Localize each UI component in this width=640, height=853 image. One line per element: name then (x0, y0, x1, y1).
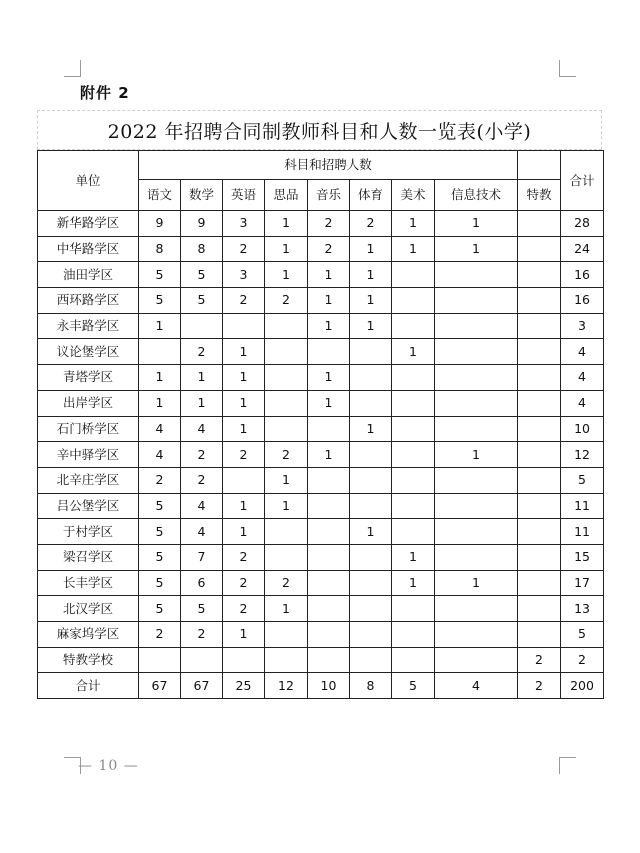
value-cell: 2 (223, 544, 265, 570)
unit-cell: 麻家坞学区 (38, 622, 139, 648)
value-cell (435, 622, 518, 648)
unit-cell: 北辛庄学区 (38, 467, 139, 493)
value-cell (308, 622, 350, 648)
value-cell (350, 493, 392, 519)
value-cell (308, 416, 350, 442)
value-cell: 12 (265, 673, 308, 699)
value-cell (308, 467, 350, 493)
value-cell: 1 (223, 365, 265, 391)
value-cell: 1 (223, 390, 265, 416)
value-cell (308, 493, 350, 519)
subject-header: 特教 (518, 180, 561, 211)
total-cell: 11 (561, 493, 604, 519)
unit-cell: 出岸学区 (38, 390, 139, 416)
recruitment-table (37, 150, 604, 699)
value-cell: 1 (308, 442, 350, 468)
page-number: — 10 — (78, 758, 139, 774)
value-cell (392, 390, 435, 416)
value-cell: 1 (223, 339, 265, 365)
unit-cell: 长丰学区 (38, 570, 139, 596)
value-cell (435, 647, 518, 673)
total-cell: 28 (561, 211, 604, 237)
value-cell (265, 647, 308, 673)
value-cell: 1 (308, 390, 350, 416)
value-cell: 4 (181, 493, 223, 519)
value-cell (265, 622, 308, 648)
value-cell: 4 (435, 673, 518, 699)
value-cell: 1 (435, 236, 518, 262)
value-cell (392, 416, 435, 442)
table-row (38, 596, 604, 622)
unit-cell: 新华路学区 (38, 211, 139, 237)
value-cell (223, 467, 265, 493)
value-cell: 67 (139, 673, 181, 699)
value-cell: 2 (181, 442, 223, 468)
unit-cell: 石门桥学区 (38, 416, 139, 442)
value-cell (308, 519, 350, 545)
value-cell: 1 (265, 493, 308, 519)
table-row (38, 313, 604, 339)
total-cell: 3 (561, 313, 604, 339)
value-cell (518, 262, 561, 288)
total-cell: 5 (561, 622, 604, 648)
value-cell (181, 647, 223, 673)
value-cell (518, 236, 561, 262)
value-cell (350, 622, 392, 648)
value-cell (265, 313, 308, 339)
value-cell (392, 519, 435, 545)
value-cell (139, 647, 181, 673)
value-cell: 2 (265, 570, 308, 596)
table-row (38, 467, 604, 493)
value-cell: 1 (265, 236, 308, 262)
value-cell: 10 (308, 673, 350, 699)
table-row (38, 622, 604, 648)
value-cell: 2 (308, 211, 350, 237)
total-cell: 2 (561, 647, 604, 673)
value-cell (392, 365, 435, 391)
subject-header: 体育 (350, 180, 392, 211)
value-cell: 1 (392, 211, 435, 237)
total-header: 合计 (561, 151, 604, 211)
subject-header: 思品 (265, 180, 308, 211)
value-cell (308, 544, 350, 570)
value-cell: 4 (139, 442, 181, 468)
unit-cell: 梁召学区 (38, 544, 139, 570)
value-cell: 1 (308, 262, 350, 288)
table-row (38, 544, 604, 570)
value-cell (518, 313, 561, 339)
value-cell: 2 (139, 467, 181, 493)
table-row (38, 493, 604, 519)
value-cell: 1 (181, 390, 223, 416)
value-cell: 2 (223, 236, 265, 262)
value-cell: 1 (435, 442, 518, 468)
value-cell: 4 (139, 416, 181, 442)
value-cell: 1 (350, 262, 392, 288)
corner-mark-bottom-right (559, 757, 576, 774)
unit-cell: 于村学区 (38, 519, 139, 545)
total-cell: 24 (561, 236, 604, 262)
value-cell: 8 (139, 236, 181, 262)
value-cell (392, 288, 435, 314)
value-cell (265, 416, 308, 442)
value-cell: 2 (223, 288, 265, 314)
value-cell (518, 467, 561, 493)
unit-cell: 议论堡学区 (38, 339, 139, 365)
value-cell (392, 467, 435, 493)
value-cell: 2 (181, 339, 223, 365)
total-cell: 16 (561, 262, 604, 288)
value-cell: 5 (181, 596, 223, 622)
subject-group-header: 科目和招聘人数 (139, 151, 518, 180)
value-cell: 3 (223, 262, 265, 288)
value-cell (518, 570, 561, 596)
value-cell (308, 570, 350, 596)
unit-cell: 吕公堡学区 (38, 493, 139, 519)
value-cell (518, 211, 561, 237)
value-cell: 3 (223, 211, 265, 237)
value-cell (518, 390, 561, 416)
value-cell: 5 (181, 262, 223, 288)
subject-header: 音乐 (308, 180, 350, 211)
value-cell (392, 647, 435, 673)
unit-cell: 辛中驿学区 (38, 442, 139, 468)
value-cell (435, 365, 518, 391)
value-cell (435, 416, 518, 442)
unit-cell: 中华路学区 (38, 236, 139, 262)
value-cell: 4 (181, 519, 223, 545)
value-cell (308, 339, 350, 365)
value-cell (139, 339, 181, 365)
value-cell: 2 (308, 236, 350, 262)
value-cell: 1 (308, 288, 350, 314)
value-cell: 4 (181, 416, 223, 442)
total-cell: 13 (561, 596, 604, 622)
value-cell: 5 (139, 570, 181, 596)
corner-mark-top-left (64, 60, 81, 77)
value-cell: 5 (139, 544, 181, 570)
value-cell (350, 467, 392, 493)
table-row (38, 339, 604, 365)
value-cell (518, 416, 561, 442)
table-row (38, 416, 604, 442)
value-cell: 1 (435, 211, 518, 237)
value-cell (518, 519, 561, 545)
value-cell (435, 390, 518, 416)
value-cell: 1 (350, 519, 392, 545)
table-title (37, 110, 602, 150)
subject-header: 英语 (223, 180, 265, 211)
table-row (38, 519, 604, 545)
value-cell: 1 (265, 262, 308, 288)
table-row (38, 288, 604, 314)
value-cell: 5 (139, 519, 181, 545)
value-cell: 1 (350, 288, 392, 314)
value-cell (435, 596, 518, 622)
total-cell: 16 (561, 288, 604, 314)
value-cell: 9 (139, 211, 181, 237)
table-body (38, 211, 604, 699)
total-cell: 4 (561, 339, 604, 365)
value-cell: 1 (392, 339, 435, 365)
unit-cell: 特教学校 (38, 647, 139, 673)
value-cell (435, 493, 518, 519)
value-cell (350, 570, 392, 596)
total-cell: 17 (561, 570, 604, 596)
value-cell (350, 647, 392, 673)
value-cell (265, 544, 308, 570)
value-cell (350, 365, 392, 391)
value-cell (223, 647, 265, 673)
value-cell: 8 (181, 236, 223, 262)
value-cell: 1 (265, 467, 308, 493)
value-cell (435, 519, 518, 545)
value-cell: 1 (181, 365, 223, 391)
table-row (38, 390, 604, 416)
unit-cell: 西环路学区 (38, 288, 139, 314)
table-row (38, 211, 604, 237)
value-cell: 1 (139, 390, 181, 416)
value-cell: 5 (392, 673, 435, 699)
unit-cell: 青塔学区 (38, 365, 139, 391)
value-cell: 7 (181, 544, 223, 570)
unit-cell: 永丰路学区 (38, 313, 139, 339)
value-cell: 5 (139, 596, 181, 622)
value-cell: 5 (181, 288, 223, 314)
total-cell: 12 (561, 442, 604, 468)
value-cell: 2 (265, 442, 308, 468)
corner-mark-top-right (559, 60, 576, 77)
value-cell (518, 622, 561, 648)
total-cell: 10 (561, 416, 604, 442)
value-cell: 2 (139, 622, 181, 648)
unit-cell: 油田学区 (38, 262, 139, 288)
value-cell: 2 (265, 288, 308, 314)
value-cell (518, 339, 561, 365)
value-cell: 1 (139, 365, 181, 391)
value-cell (350, 596, 392, 622)
value-cell (518, 365, 561, 391)
table-row (38, 236, 604, 262)
value-cell: 1 (223, 622, 265, 648)
value-cell (265, 365, 308, 391)
table-row (38, 570, 604, 596)
total-cell: 15 (561, 544, 604, 570)
value-cell (518, 493, 561, 519)
value-cell: 1 (350, 416, 392, 442)
value-cell: 2 (181, 467, 223, 493)
value-cell: 1 (392, 236, 435, 262)
subject-group-header-spacer (518, 151, 561, 180)
value-cell (181, 313, 223, 339)
value-cell: 2 (223, 596, 265, 622)
value-cell (350, 442, 392, 468)
table-row (38, 442, 604, 468)
value-cell (392, 622, 435, 648)
table-row (38, 262, 604, 288)
value-cell: 2 (223, 442, 265, 468)
value-cell (265, 390, 308, 416)
value-cell (392, 442, 435, 468)
value-cell: 1 (435, 570, 518, 596)
value-cell (435, 262, 518, 288)
value-cell: 1 (308, 313, 350, 339)
value-cell: 1 (265, 211, 308, 237)
total-cell: 200 (561, 673, 604, 699)
value-cell (308, 647, 350, 673)
value-cell (518, 288, 561, 314)
unit-header: 单位 (38, 151, 139, 211)
value-cell: 1 (350, 313, 392, 339)
total-cell: 5 (561, 467, 604, 493)
value-cell: 2 (223, 570, 265, 596)
value-cell (392, 493, 435, 519)
value-cell: 1 (139, 313, 181, 339)
value-cell: 2 (518, 673, 561, 699)
value-cell: 1 (350, 236, 392, 262)
value-cell (435, 339, 518, 365)
unit-cell: 合计 (38, 673, 139, 699)
value-cell: 1 (392, 544, 435, 570)
value-cell (518, 544, 561, 570)
value-cell: 8 (350, 673, 392, 699)
subject-header: 信息技术 (435, 180, 518, 211)
value-cell: 1 (308, 365, 350, 391)
subject-header: 数学 (181, 180, 223, 211)
value-cell: 9 (181, 211, 223, 237)
table-title-text: 2022 年招聘合同制教师科目和人数一览表(小学) (107, 120, 532, 143)
table-row (38, 365, 604, 391)
value-cell: 2 (518, 647, 561, 673)
value-cell: 5 (139, 288, 181, 314)
total-cell: 4 (561, 365, 604, 391)
value-cell (518, 442, 561, 468)
unit-cell: 北汉学区 (38, 596, 139, 622)
total-cell: 11 (561, 519, 604, 545)
value-cell: 6 (181, 570, 223, 596)
value-cell (392, 596, 435, 622)
value-cell: 2 (350, 211, 392, 237)
total-cell: 4 (561, 390, 604, 416)
subject-header: 美术 (392, 180, 435, 211)
value-cell (350, 544, 392, 570)
value-cell: 5 (139, 262, 181, 288)
value-cell: 1 (223, 493, 265, 519)
value-cell (435, 313, 518, 339)
value-cell: 1 (265, 596, 308, 622)
value-cell (435, 544, 518, 570)
value-cell (435, 467, 518, 493)
value-cell (265, 339, 308, 365)
value-cell (518, 596, 561, 622)
value-cell: 1 (223, 416, 265, 442)
value-cell: 2 (181, 622, 223, 648)
value-cell (350, 390, 392, 416)
value-cell (392, 313, 435, 339)
value-cell (392, 262, 435, 288)
value-cell (350, 339, 392, 365)
value-cell: 67 (181, 673, 223, 699)
subject-header: 语文 (139, 180, 181, 211)
attachment-label: 附件 2 (80, 84, 130, 102)
value-cell: 1 (223, 519, 265, 545)
value-cell: 25 (223, 673, 265, 699)
value-cell: 1 (392, 570, 435, 596)
value-cell: 5 (139, 493, 181, 519)
table-row (38, 647, 604, 673)
value-cell (435, 288, 518, 314)
value-cell (223, 313, 265, 339)
value-cell (265, 519, 308, 545)
value-cell (308, 596, 350, 622)
total-row (38, 673, 604, 699)
